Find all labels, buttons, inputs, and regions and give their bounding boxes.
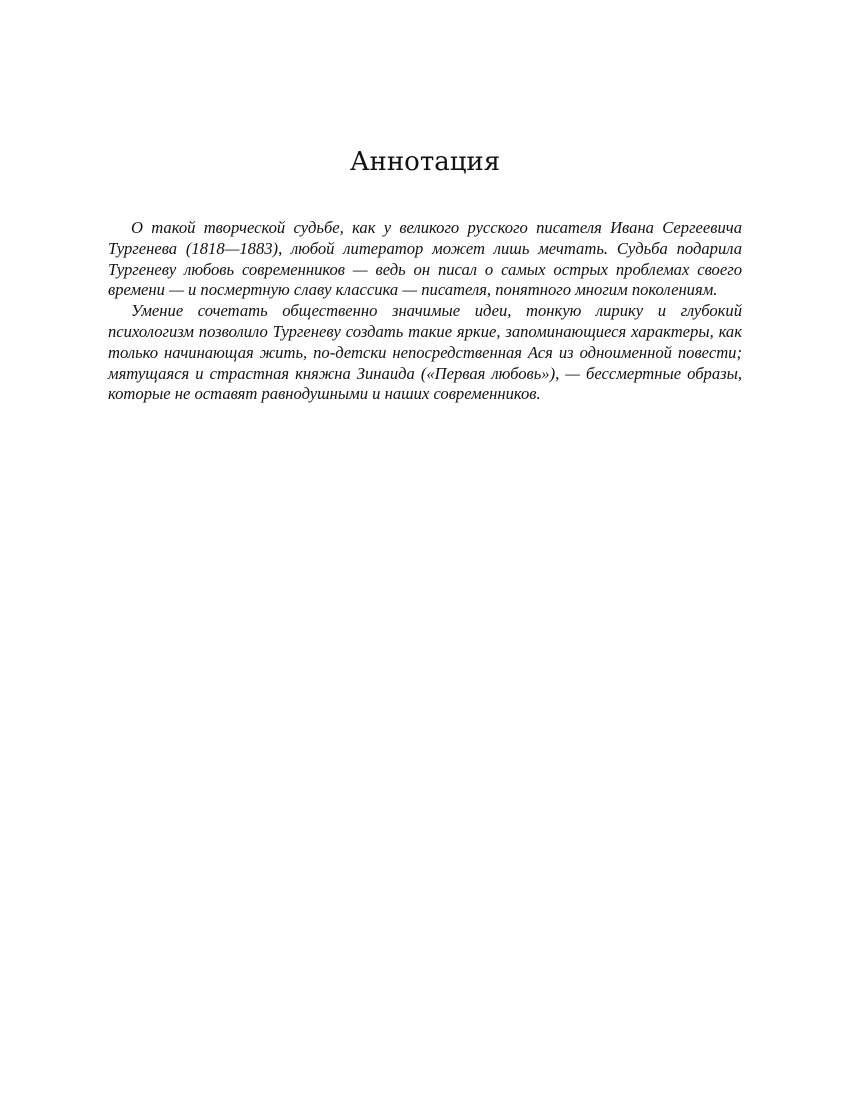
annotation-paragraph-1: О такой творческой судьбе, как у великого русского писателя Ивана Сергеевича Тургенева (1818—1883), любой литератор может лишь мечтать. Судьба подарила Тургеневу любовь современников — ведь он писал о самых острых проблемах своего времени — и посмертную славу классика — писателя, понятного многим поколениям. xyxy=(108,218,742,300)
annotation-body xyxy=(108,218,742,405)
annotation-paragraph-2: Умение сочетать общественно значимые идеи, тонкую лирику и глубокий психологизм позволило Тургеневу создать такие яркие, запоминающиеся характеры, как только начинающая жить, по-детски непосредственная Ася из одноименной повести; мятущаяся и страстная княжна Зинаида («Первая любовь»), — бессмертные образы, которые не оставят равнодушными и наших современников. xyxy=(108,301,742,404)
page-title: Аннотация xyxy=(349,147,501,177)
